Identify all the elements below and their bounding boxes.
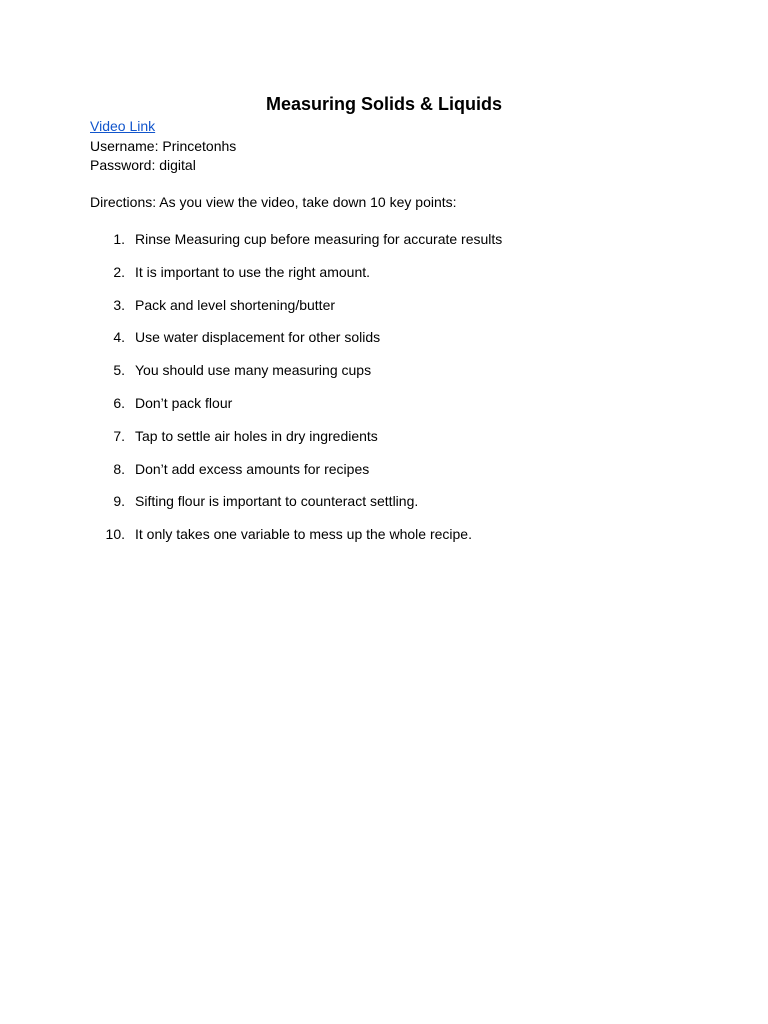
list-item-number: 2. [113,263,125,280]
list-item-number: 10. [105,526,125,543]
list-item-text: Sifting flour is important to counteract settling. [135,493,419,510]
list-item-number: 5. [113,362,125,379]
list-item-text: Don’t pack flour [135,394,233,411]
list-item-text: Don’t add excess amounts for recipes [135,460,370,477]
page-title: Measuring Solids & Liquids [265,94,503,114]
list-item [0,426,768,459]
list-item [0,459,768,492]
list-item [0,524,768,557]
directions-text: Directions: As you view the video, take down 10 key points: [90,194,457,210]
list-item-number: 3. [113,296,125,313]
list-item [0,262,768,295]
list-item-number: 8. [113,460,125,477]
list-item-text: It only takes one variable to mess up the whole recipe. [135,526,472,543]
list-item-text: Pack and level shortening/butter [135,296,336,313]
list-item-number: 1. [113,231,125,247]
list-item [0,360,768,393]
list-item [0,491,768,524]
list-item [0,393,768,426]
list-item [0,327,768,360]
list-item-text: It is important to use the right amount. [135,263,371,280]
video-link[interactable]: Video Link [90,118,156,134]
list-item-text: Use water displacement for other solids [135,329,381,346]
list-item-number: 9. [113,493,125,510]
list-item-text: Tap to settle air holes in dry ingredients [135,427,378,444]
list-item-text: Rinse Measuring cup before measuring for accurate results [135,231,503,247]
list-item-number: 4. [113,329,125,346]
list-item-number: 6. [113,394,125,411]
key-points-list [0,229,768,557]
username-text: Username: Princetonhs [90,137,237,154]
access-info [90,117,236,176]
list-item-text: You should use many measuring cups [135,362,372,379]
list-item [0,295,768,328]
list-item-number: 7. [113,427,125,444]
password-text: Password: digital [90,157,196,173]
list-item [0,229,768,262]
